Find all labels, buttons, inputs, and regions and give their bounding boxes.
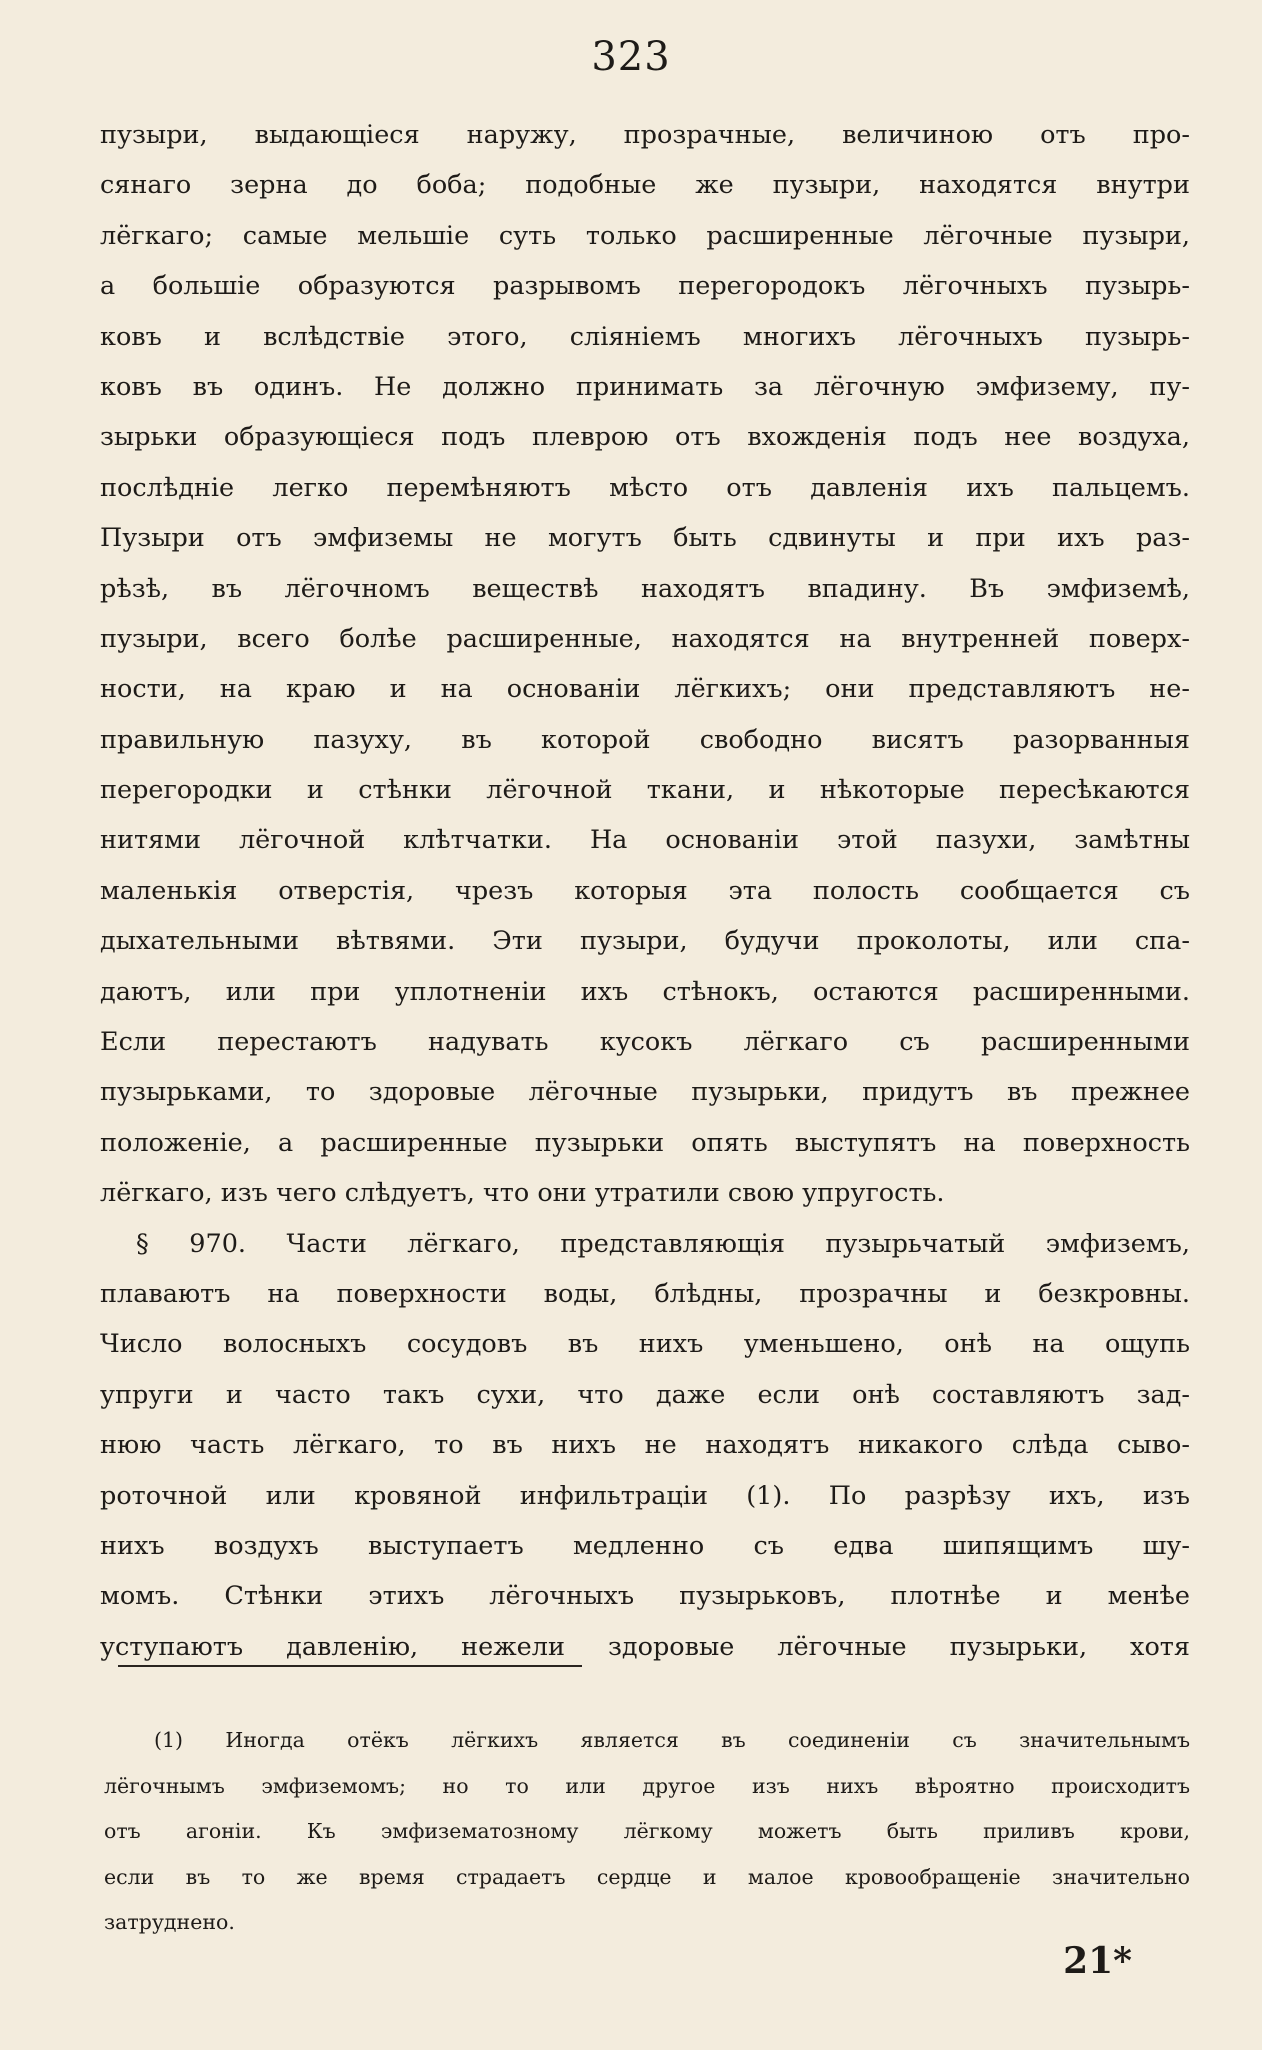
body-line: нитями лёгочной клѣтчатки. На основаніи этой пазухи, замѣтны [100, 825, 1190, 856]
signature-mark: 21* [1063, 1940, 1132, 1982]
footnote-line: если въ то же время страдаетъ сердце и малое кровообращеніе значительно [104, 1864, 1190, 1889]
body-line: правильную пазуху, въ которой свободно висятъ разорванныя [100, 724, 1190, 755]
body-line: плаваютъ на поверхности воды, блѣдны, прозрачны и безкровны. [100, 1278, 1190, 1309]
body-line: уступаютъ давленію, нежели здоровые лёгочные пузырьки, хотя [100, 1631, 1190, 1662]
body-line: пузыри, всего болѣе расширенные, находятся на внутренней поверх- [100, 623, 1190, 654]
body-line: упруги и часто такъ сухи, что даже если онѣ составляютъ зад- [100, 1379, 1190, 1410]
body-line: ности, на краю и на основаніи лёгкихъ; они представляютъ не- [100, 674, 1190, 705]
body-text [100, 110, 1190, 1672]
body-line: лёгкаго; самые мельшіе суть только расширенные лёгочные пузыри, [100, 220, 1190, 251]
body-line: сянаго зерна до боба; подобные же пузыри, находятся внутри [100, 170, 1190, 201]
body-line: положеніе, а расширенные пузырьки опять выступятъ на поверхность [100, 1127, 1190, 1158]
body-line: маленькія отверстія, чрезъ которыя эта полость сообщается съ [100, 875, 1190, 906]
footnote-line: отъ агоніи. Къ эмфизематозному лёгкому можетъ быть приливъ крови, [104, 1819, 1190, 1843]
body-line: даютъ, или при уплотненіи ихъ стѣнокъ, остаются расширенными. [100, 976, 1190, 1007]
body-line: а большіе образуются разрывомъ перегородокъ лёгочныхъ пузырь- [100, 271, 1190, 302]
body-line: нюю часть лёгкаго, то въ нихъ не находятъ никакого слѣда сыво- [100, 1430, 1190, 1461]
page-number: 323 [591, 34, 671, 80]
body-line: роточной или кровяной инфильтраціи (1). По разрѣзу ихъ, изъ [100, 1480, 1190, 1511]
body-line: ковъ въ одинъ. Не должно принимать за лёгочную эмфизему, пу- [100, 371, 1190, 402]
body-line: Число волосныхъ сосудовъ въ нихъ уменьшено, онѣ на ощупь [100, 1329, 1190, 1360]
body-line: ковъ и вслѣдствіе этого, сліяніемъ многихъ лёгочныхъ пузырь- [100, 321, 1190, 352]
body-line: рѣзѣ, въ лёгочномъ веществѣ находятъ впадину. Въ эмфиземѣ, [100, 573, 1190, 604]
footnote-line: лёгочнымъ эмфиземомъ; но то или другое изъ нихъ вѣроятно происходитъ [104, 1773, 1190, 1798]
body-line: перегородки и стѣнки лёгочной ткани, и нѣкоторые пересѣкаются [100, 775, 1190, 806]
body-line: пузырьками, то здоровые лёгочные пузырьки, придутъ въ прежнее [100, 1077, 1190, 1108]
body-line: момъ. Стѣнки этихъ лёгочныхъ пузырьковъ, плотнѣе и менѣе [100, 1581, 1190, 1612]
section-heading-line: § 970. Части лёгкаго, представляющія пузырьчатый эмфиземъ, [136, 1228, 1190, 1259]
footnote-line: (1) Иногда отёкъ лёгкихъ является въ соединеніи съ значительнымъ [154, 1728, 1190, 1752]
footnote-divider [118, 1665, 582, 1667]
body-line: Если перестаютъ надувать кусокъ лёгкаго съ расширенными [100, 1027, 1190, 1058]
body-line: Пузыри отъ эмфиземы не могутъ быть сдвинуты и при ихъ раз- [100, 523, 1190, 554]
body-line: дыхательными вѣтвями. Эти пузыри, будучи проколоты, или спа- [100, 926, 1190, 957]
body-line: пузыри, выдающіеся наружу, прозрачные, величиною отъ про- [100, 120, 1190, 150]
body-line: зырьки образующіеся подъ плеврою отъ вхожденія подъ нее воздуха, [100, 422, 1190, 453]
body-line: лёгкаго, изъ чего слѣдуетъ, что они утратили свою упругость. [100, 1178, 945, 1209]
body-line: нихъ воздухъ выступаетъ медленно съ едва шипящимъ шу- [100, 1530, 1190, 1561]
body-line: послѣдніе легко перемѣняютъ мѣсто отъ давленія ихъ пальцемъ. [100, 472, 1190, 503]
footnote [104, 1718, 1190, 1946]
footnote-line: затруднено. [104, 1910, 235, 1934]
